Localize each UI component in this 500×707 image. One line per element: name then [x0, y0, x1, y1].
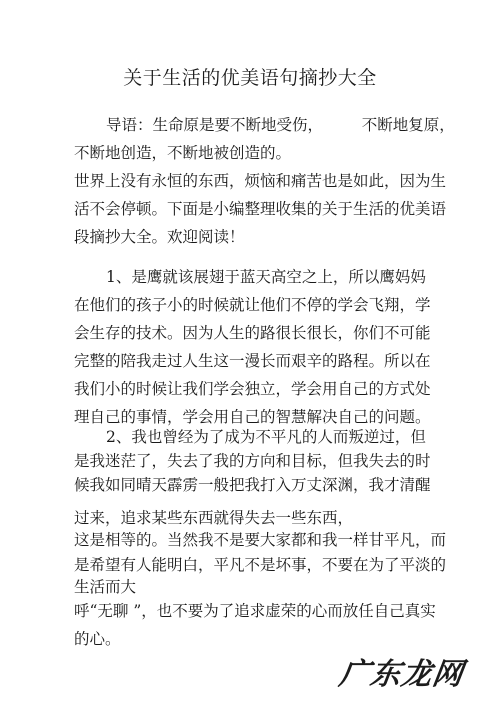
document-title: 关于生活的优美语句摘抄大全 — [123, 67, 377, 89]
text-line: 导语：生命原是要不断地受伤， 不断地复原， — [106, 116, 455, 134]
text-line: 我们小的时候让我们学会独立，学会用自己的方式处 — [74, 380, 431, 398]
text-line: 不断地创造，不断地被创造的。 — [74, 144, 292, 162]
text-line: 过来，追求某些东西就得失去一些东西， — [74, 509, 354, 527]
text-line: 这是相等的。当然我不是要大家都和我一样甘平凡，而 — [74, 531, 447, 549]
text-line: 呼“无聊 ”，也不要为了追求虚荣的心而放任自己真实 — [74, 602, 436, 620]
text-line: 是我迷茫了，失去了我的方向和目标，但我失去的时 — [74, 452, 431, 470]
text-line: 会生存的技术。因为人生的路很长很长，你们不可能 — [74, 324, 431, 342]
text-line: 活不会停顿。下面是小编整理收集的关于生活的优美语 — [74, 200, 447, 218]
text-line: 理自己的事情，学会用自己的智慧解决自己的问题。 — [74, 408, 431, 426]
text-line: 是希望有人能明白，平凡不是坏事，不要在为了平淡的 — [74, 556, 447, 574]
text-line: 段摘抄大全。欢迎阅读！ — [74, 228, 245, 246]
text-line: 的心。 — [74, 630, 121, 648]
text-line: 候我如同晴天霹雳一般把我打入万丈深渊，我才清醒 — [74, 476, 431, 494]
text-line: 生活而大 — [74, 578, 137, 596]
text-line: 在他们的孩子小的时候就让他们不停的学会飞翔，学 — [74, 296, 431, 314]
text-line: 2、我也曾经为了成为不平凡的人而叛逆过，但 — [106, 428, 426, 446]
site-watermark-logo: 广东龙网 — [337, 657, 466, 692]
text-line: 完整的陪我走过人生这一漫长而艰辛的路程。所以在 — [74, 352, 431, 370]
text-line: 世界上没有永恒的东西，烦恼和痛苦也是如此，因为生 — [74, 172, 447, 190]
text-line: 1、是鹰就该展翅于蓝天高空之上，所以鹰妈妈 — [106, 268, 426, 286]
